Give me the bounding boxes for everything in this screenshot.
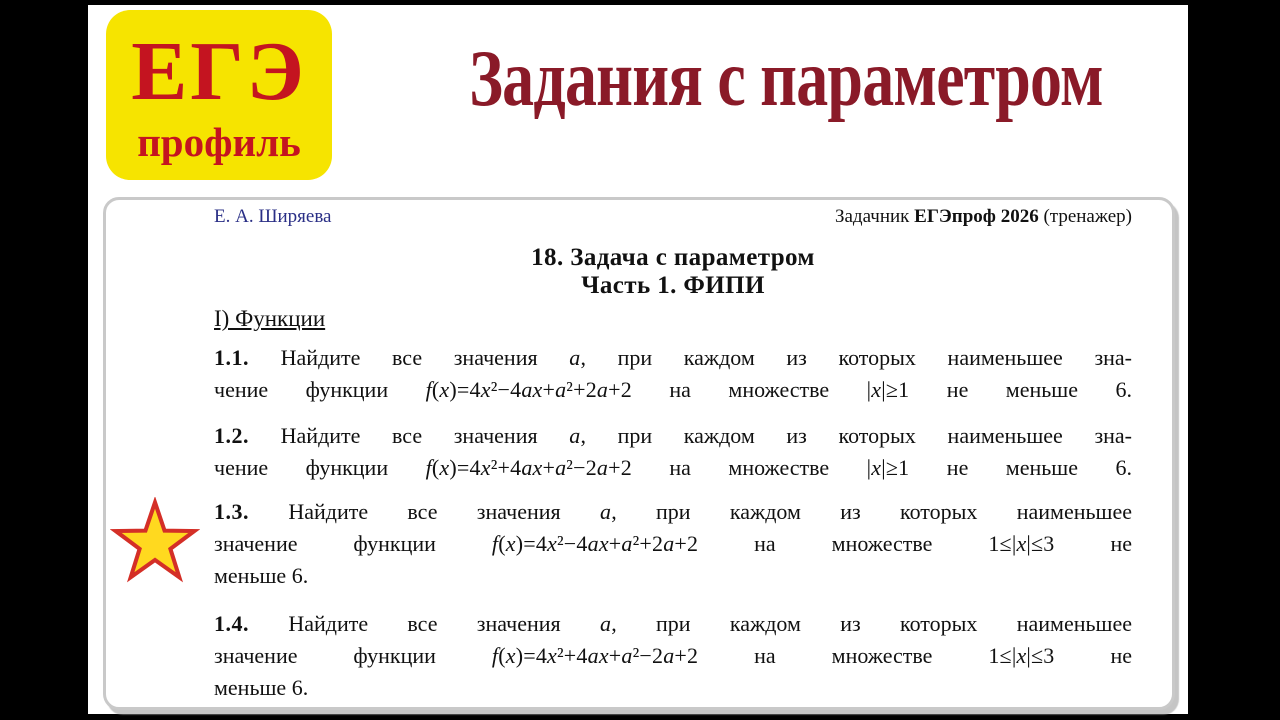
problem-text: чение функции — [214, 377, 426, 402]
problem-text: , при каждом из которых наименьшее зна- — [580, 423, 1133, 448]
star-icon — [110, 497, 200, 587]
badge-title: ЕГЭ — [131, 25, 307, 118]
math-expression: 1≤|x|≤3 — [988, 643, 1055, 668]
problem-text: Найдите все значения — [249, 611, 600, 636]
book-prefix: Задачник — [834, 206, 915, 227]
book-reference — [835, 206, 1132, 228]
problem-number: 1.3. — [214, 499, 249, 524]
problem-text: чение функции — [214, 455, 426, 480]
math-expression: a — [599, 611, 612, 636]
problem-text: Найдите все значения — [249, 423, 570, 448]
badge-subtitle: профиль — [137, 119, 301, 165]
problem-number: 1.2. — [214, 423, 249, 448]
problem-1.1 — [214, 342, 1132, 406]
math-expression: f(x)=4x²+4ax+a²−2a+2 — [425, 455, 632, 480]
document-content — [106, 200, 1172, 704]
problem-text: на множестве — [698, 531, 989, 556]
problem-text: значение функции — [214, 531, 492, 556]
problem-line — [214, 496, 1132, 528]
problem-text: на множестве — [631, 455, 867, 480]
slide-title-text: Задания с параметром — [469, 35, 1103, 123]
problem-number: 1.1. — [214, 345, 249, 370]
math-expression: f(x)=4x²−4ax+a²+2a+2 — [491, 531, 699, 556]
chapter-title — [214, 244, 1132, 300]
book-suffix: (тренажер) — [1038, 206, 1132, 227]
problem-text: Найдите все значения — [249, 345, 570, 370]
math-expression: f(x)=4x²+4ax+a²−2a+2 — [491, 643, 699, 668]
problem-1.3 — [214, 496, 1132, 592]
problem-number: 1.4. — [214, 611, 249, 636]
problem-line — [214, 528, 1132, 560]
author-name: Е. А. Ширяева — [214, 206, 332, 227]
problem-text: меньше 6. — [214, 563, 309, 588]
slide-title — [360, 34, 1212, 125]
problem-1.4 — [214, 608, 1132, 704]
document-page — [103, 197, 1175, 710]
problem-text: , при каждом из которых наименьшее зна- — [580, 345, 1133, 370]
document-header — [214, 206, 1132, 228]
chapter-title-line2: Часть 1. ФИПИ — [581, 272, 765, 299]
problem-text: не — [1054, 531, 1132, 556]
problem-text: не меньше 6. — [909, 377, 1132, 402]
problem-text: значение функции — [214, 643, 492, 668]
math-expression: |x|≥1 — [866, 377, 910, 402]
math-expression: a — [599, 499, 612, 524]
problem-text: , при каждом из которых наименьшее — [611, 611, 1132, 636]
math-expression: a — [569, 345, 581, 370]
star-shape — [116, 502, 195, 577]
problem-text: меньше 6. — [214, 675, 309, 700]
problem-text: Найдите все значения — [249, 499, 600, 524]
problem-line — [214, 452, 1132, 484]
problems-list — [214, 342, 1132, 704]
problem-line — [214, 420, 1132, 452]
problem-line — [214, 640, 1132, 672]
problem-text: , при каждом из которых наименьшее — [611, 499, 1132, 524]
problem-text: на множестве — [698, 643, 989, 668]
problem-text: не — [1054, 643, 1132, 668]
problem-text: не меньше 6. — [909, 455, 1132, 480]
problem-line — [214, 374, 1132, 406]
ege-profile-badge — [106, 10, 332, 180]
problem-line — [214, 342, 1132, 374]
problem-line — [214, 608, 1132, 640]
chapter-title-line1: 18. Задача с параметром — [531, 244, 815, 271]
problem-line — [214, 672, 1132, 704]
math-expression: 1≤|x|≤3 — [988, 531, 1055, 556]
problem-line — [214, 560, 1132, 592]
book-name: ЕГЭпроф 2026 — [914, 206, 1039, 227]
math-expression: |x|≥1 — [866, 455, 910, 480]
problem-1.2 — [214, 420, 1132, 484]
problem-text: на множестве — [631, 377, 867, 402]
math-expression: a — [569, 423, 581, 448]
section-heading: I) Функции — [214, 306, 326, 331]
math-expression: f(x)=4x²−4ax+a²+2a+2 — [425, 377, 632, 402]
